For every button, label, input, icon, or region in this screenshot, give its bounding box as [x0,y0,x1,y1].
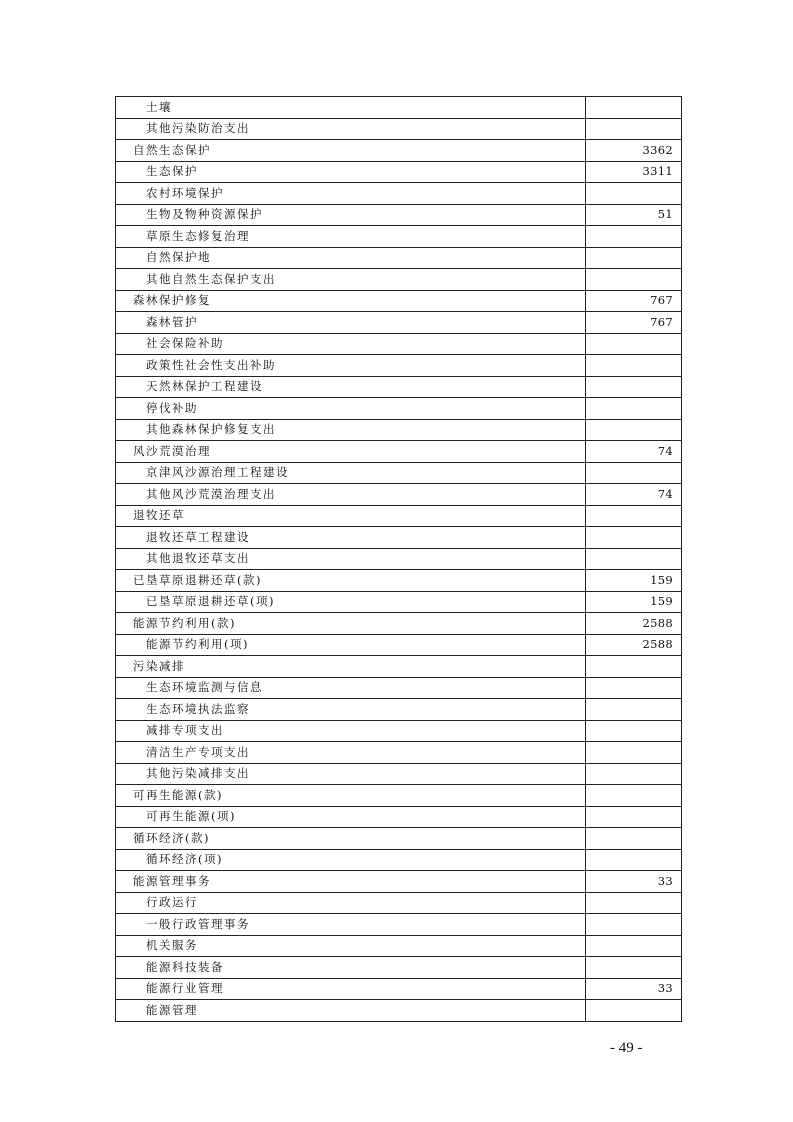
row-amount [586,806,682,828]
budget-table-body [116,97,682,1022]
row-amount [586,699,682,721]
table-row [116,290,682,312]
table-row [116,441,682,463]
row-item-name: 循环经济(项) [116,849,586,871]
table-row [116,892,682,914]
row-amount: 33 [586,871,682,893]
row-item-name: 减排专项支出 [116,720,586,742]
row-amount [586,269,682,291]
row-item-name: 能源管理事务 [116,871,586,893]
table-row [116,849,682,871]
row-item-name: 生态保护 [116,161,586,183]
row-item-name: 能源科技装备 [116,957,586,979]
table-row [116,140,682,162]
row-item-name: 自然保护地 [116,247,586,269]
row-amount: 767 [586,290,682,312]
table-row [116,333,682,355]
row-item-name: 草原生态修复治理 [116,226,586,248]
row-amount: 2588 [586,634,682,656]
row-item-name: 可再生能源(项) [116,806,586,828]
row-amount [586,828,682,850]
row-amount: 159 [586,591,682,613]
row-item-name: 能源节约利用(项) [116,634,586,656]
row-amount [586,247,682,269]
table-row [116,183,682,205]
row-amount: 3362 [586,140,682,162]
row-item-name: 农村环境保护 [116,183,586,205]
row-item-name: 风沙荒漠治理 [116,441,586,463]
row-amount [586,527,682,549]
row-amount [586,763,682,785]
row-amount [586,97,682,119]
table-row [116,247,682,269]
row-item-name: 其他污染防治支出 [116,118,586,140]
table-row [116,97,682,119]
budget-table [115,96,682,1022]
table-row [116,505,682,527]
table-row [116,548,682,570]
table-row [116,570,682,592]
row-amount [586,118,682,140]
table-row [116,742,682,764]
table-row [116,978,682,1000]
table-row [116,312,682,334]
row-amount [586,462,682,484]
row-amount [586,398,682,420]
row-item-name: 生物及物种资源保护 [116,204,586,226]
row-item-name: 循环经济(款) [116,828,586,850]
row-item-name: 京津风沙源治理工程建设 [116,462,586,484]
table-row [116,871,682,893]
row-item-name: 已垦草原退耕还草(项) [116,591,586,613]
table-row [116,634,682,656]
row-item-name: 森林保护修复 [116,290,586,312]
row-amount [586,419,682,441]
row-item-name: 其他风沙荒漠治理支出 [116,484,586,506]
row-amount [586,183,682,205]
table-row [116,591,682,613]
table-row [116,118,682,140]
row-item-name: 能源节约利用(款) [116,613,586,635]
row-amount [586,376,682,398]
row-amount [586,935,682,957]
row-item-name: 一般行政管理事务 [116,914,586,936]
row-amount [586,720,682,742]
row-amount [586,505,682,527]
row-item-name: 可再生能源(款) [116,785,586,807]
table-row [116,376,682,398]
row-amount [586,849,682,871]
table-row [116,161,682,183]
table-row [116,484,682,506]
row-item-name: 社会保险补助 [116,333,586,355]
table-row [116,398,682,420]
table-row [116,204,682,226]
row-item-name: 能源行业管理 [116,978,586,1000]
row-item-name: 其他退牧还草支出 [116,548,586,570]
row-item-name: 污染减排 [116,656,586,678]
row-amount: 51 [586,204,682,226]
row-item-name: 森林管护 [116,312,586,334]
row-amount: 74 [586,441,682,463]
row-item-name: 生态环境监测与信息 [116,677,586,699]
row-amount [586,785,682,807]
row-item-name: 政策性社会性支出补助 [116,355,586,377]
row-amount: 159 [586,570,682,592]
row-item-name: 清洁生产专项支出 [116,742,586,764]
row-item-name: 停伐补助 [116,398,586,420]
row-amount [586,1000,682,1022]
row-item-name: 行政运行 [116,892,586,914]
table-row [116,226,682,248]
table-row [116,806,682,828]
row-amount: 74 [586,484,682,506]
row-amount: 2588 [586,613,682,635]
table-row [116,699,682,721]
row-amount [586,548,682,570]
row-item-name: 自然生态保护 [116,140,586,162]
row-item-name: 其他污染减排支出 [116,763,586,785]
row-amount [586,656,682,678]
table-row [116,935,682,957]
table-row [116,957,682,979]
row-amount [586,914,682,936]
table-row [116,613,682,635]
row-amount: 3311 [586,161,682,183]
table-row [116,720,682,742]
row-item-name: 能源管理 [116,1000,586,1022]
row-item-name: 退牧还草工程建设 [116,527,586,549]
row-item-name: 其他森林保护修复支出 [116,419,586,441]
row-amount [586,333,682,355]
table-row [116,763,682,785]
row-amount [586,677,682,699]
table-row [116,1000,682,1022]
row-amount [586,355,682,377]
row-item-name: 其他自然生态保护支出 [116,269,586,291]
row-item-name: 生态环境执法监察 [116,699,586,721]
table-row [116,828,682,850]
page-number: - 49 - [610,1040,643,1056]
table-row [116,527,682,549]
row-amount: 33 [586,978,682,1000]
row-item-name: 天然林保护工程建设 [116,376,586,398]
row-amount [586,957,682,979]
table-row [116,419,682,441]
row-item-name: 土壤 [116,97,586,119]
table-row [116,462,682,484]
table-row [116,656,682,678]
row-item-name: 机关服务 [116,935,586,957]
table-row [116,269,682,291]
row-amount [586,892,682,914]
table-row [116,355,682,377]
table-row [116,785,682,807]
table-row [116,914,682,936]
row-amount: 767 [586,312,682,334]
row-amount [586,226,682,248]
row-item-name: 退牧还草 [116,505,586,527]
table-row [116,677,682,699]
row-amount [586,742,682,764]
row-item-name: 已垦草原退耕还草(款) [116,570,586,592]
